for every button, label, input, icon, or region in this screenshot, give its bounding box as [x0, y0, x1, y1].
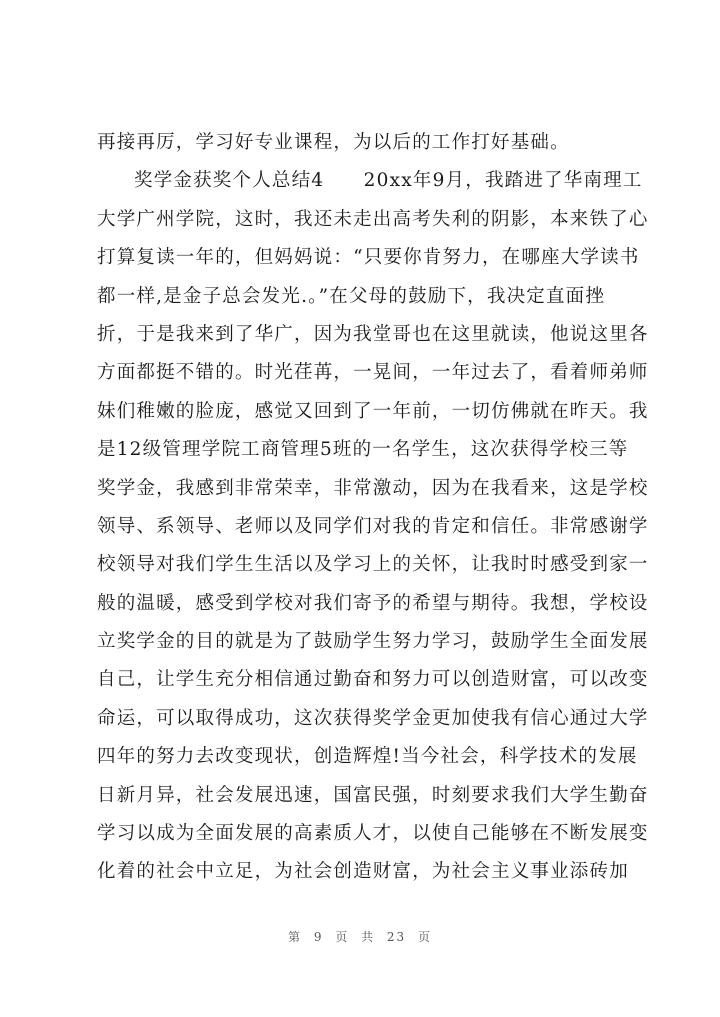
text-line: 都一样,是金子总会发光.。”在父母的鼓励下，我决定直面挫 [97, 285, 606, 307]
text-line: 再接再厉，学习好专业课程，为以后的工作打好基础。 [97, 132, 570, 153]
text-line: 四年的努力去改变现状，创造辉煌!当今社会，科学技术的发展 [97, 746, 638, 768]
text-line: 自己，让学生充分相信通过勤奋和努力可以创造财富，可以改变 [97, 669, 649, 691]
text-line: 领导、系领导、老师以及同学们对我的肯定和信任。非常感谢学 [97, 515, 649, 537]
text-line: 大学广州学院，这时，我还未走出高考失利的阴影，本来铁了心 [97, 208, 649, 230]
text-line: 奖学金，我感到非常荣幸，非常激动，因为在我看来，这是学校 [97, 477, 649, 499]
text-line: 命运，可以取得成功，这次获得奖学金更加使我有信心通过大学 [97, 707, 649, 729]
text-line: 般的温暖，感受到学校对我们寄予的希望与期待。我想，学校设 [97, 592, 649, 614]
text-line: 日新月异，社会发展迅速，国富民强，时刻要求我们大学生勤奋 [97, 784, 649, 806]
text-line: 方面都挺不错的。时光荏苒，一晃间，一年过去了，看着师弟师 [97, 362, 649, 384]
body-text [97, 124, 649, 892]
text-line: 化着的社会中立足，为社会创造财富，为社会主义事业添砖加 [97, 861, 629, 883]
page-number-footer: 第 9 页 共 23 页 [288, 930, 432, 944]
text-line: 折，于是我来到了华广，因为我堂哥也在这里就读，他说这里各 [97, 323, 649, 345]
text-line: 立奖学金的目的就是为了鼓励学生努力学习，鼓励学生全面发展 [97, 631, 649, 653]
text-line: 打算复读一年的，但妈妈说：“只要你肯努力，在哪座大学读书 [97, 247, 640, 269]
text-line: 妹们稚嫩的脸庞，感觉又回到了一年前，一切仿佛就在昨天。我 [97, 400, 649, 422]
text-line: 是12级管理学院工商管理5班的一名学生，这次获得学校三等 [97, 439, 629, 461]
text-line: 校领导对我们学生生活以及学习上的关怀，让我时时感受到家一 [97, 554, 649, 576]
text-line: 学习以成为全面发展的高素质人才，以使自己能够在不断发展变 [97, 823, 649, 845]
section-heading-line: 奖学金获奖个人总结4 20xx年9月，我踏进了华南理工 [134, 170, 643, 192]
